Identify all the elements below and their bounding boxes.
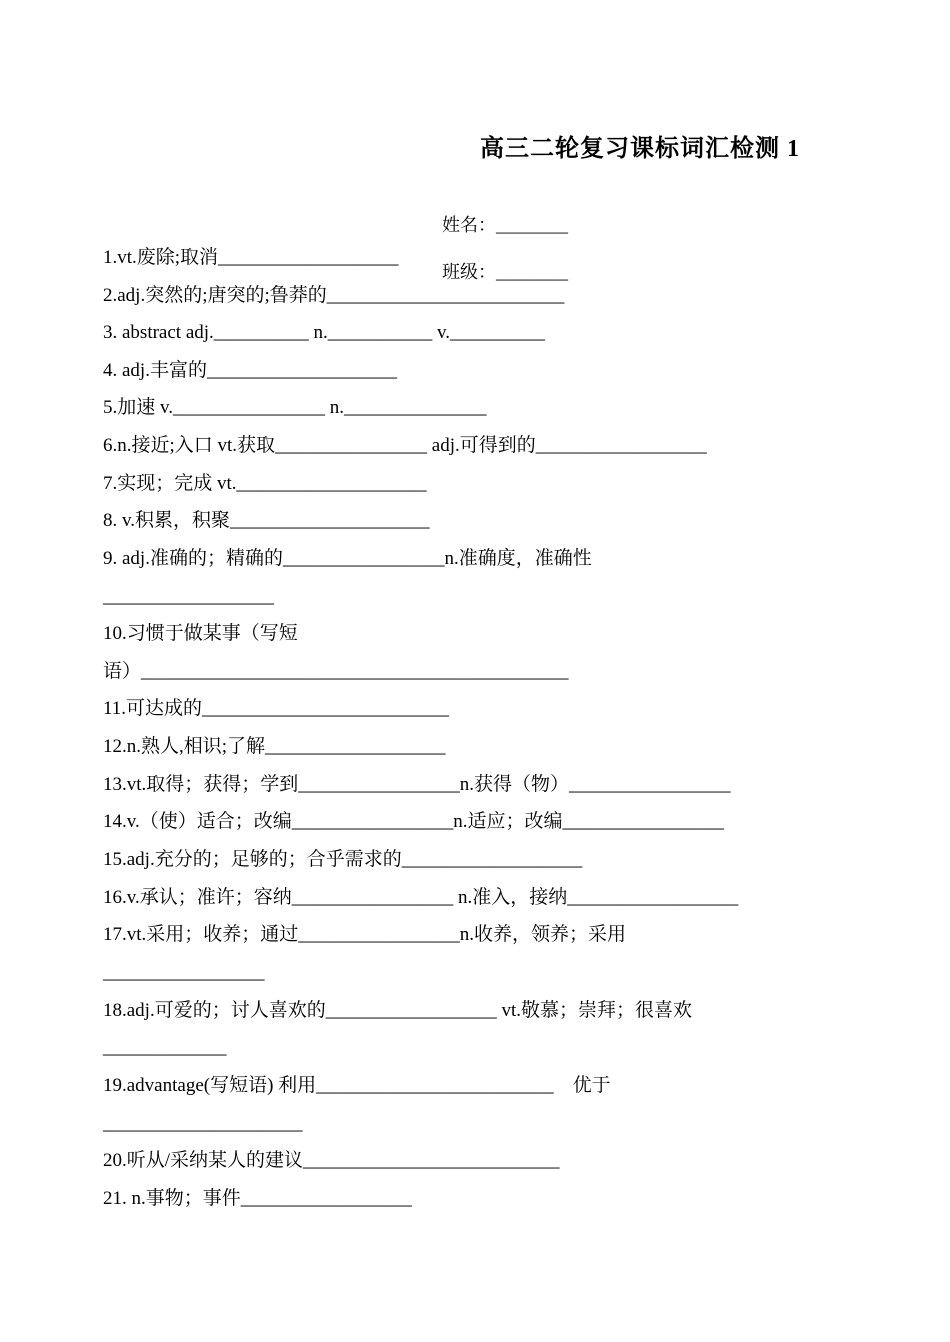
list-item: 9. adj.准确的；精确的_________________n.准确度，准确性 bbox=[103, 548, 592, 569]
page-title: 高三二轮复习课标词汇检测 1 bbox=[480, 136, 800, 162]
list-item: 6.n.接近;入口 vt.获取________________ adj.可得到的__________________ bbox=[103, 435, 707, 456]
list-item: 10.习惯于做某事（写短 bbox=[103, 623, 298, 644]
list-item: 语）_____________________________________________ bbox=[103, 661, 569, 682]
list-item: _____________________ bbox=[103, 1113, 303, 1134]
list-item: 16.v.承认；准许；容纳_________________ n.准入，接纳__________________ bbox=[103, 887, 739, 908]
name-field[interactable]: 姓名：________ bbox=[442, 215, 568, 235]
list-item: 7.实现；完成 vt.____________________ bbox=[103, 473, 427, 494]
list-item: _____________ bbox=[103, 1037, 227, 1058]
list-item: 12.n.熟人,相识;了解___________________ bbox=[103, 736, 446, 757]
list-item: 14.v.（使）适合；改编_________________n.适应；改编_________________ bbox=[103, 811, 725, 832]
list-item: 4. adj.丰富的____________________ bbox=[103, 360, 397, 381]
list-item: 18.adj.可爱的；讨人喜欢的__________________ vt.敬慕；崇拜；很喜欢 bbox=[103, 1000, 692, 1021]
student-info bbox=[433, 190, 568, 284]
list-item: 3. abstract adj.__________ n.___________ v.__________ bbox=[103, 322, 546, 343]
list-item: 17.vt.采用；收养；通过_________________n.收养，领养；采用 bbox=[103, 924, 627, 945]
list-item: 11.可达成的__________________________ bbox=[103, 698, 450, 719]
list-item: 5.加速 v.________________ n._______________ bbox=[103, 397, 487, 418]
list-item: 21. n.事物；事件__________________ bbox=[103, 1188, 412, 1209]
list-item: 20.听从/采纳某人的建议___________________________ bbox=[103, 1150, 560, 1171]
list-item: _________________ bbox=[103, 962, 265, 983]
list-item: 8. v.积累，积聚_____________________ bbox=[103, 510, 430, 531]
list-item: 15.adj.充分的；足够的；合乎需求的___________________ bbox=[103, 849, 583, 870]
list-item: 1.vt.废除;取消___________________ bbox=[103, 247, 399, 268]
class-field[interactable]: 班级：________ bbox=[442, 262, 568, 282]
list-item: 13.vt.取得；获得；学到_________________n.获得（物）_________________ bbox=[103, 774, 731, 795]
list-item: 2.adj.突然的;唐突的;鲁莽的_________________________ bbox=[103, 285, 565, 306]
list-item: 19.advantage(写短语) 利用_________________________ 优于 bbox=[103, 1075, 611, 1096]
list-item: __________________ bbox=[103, 586, 274, 607]
